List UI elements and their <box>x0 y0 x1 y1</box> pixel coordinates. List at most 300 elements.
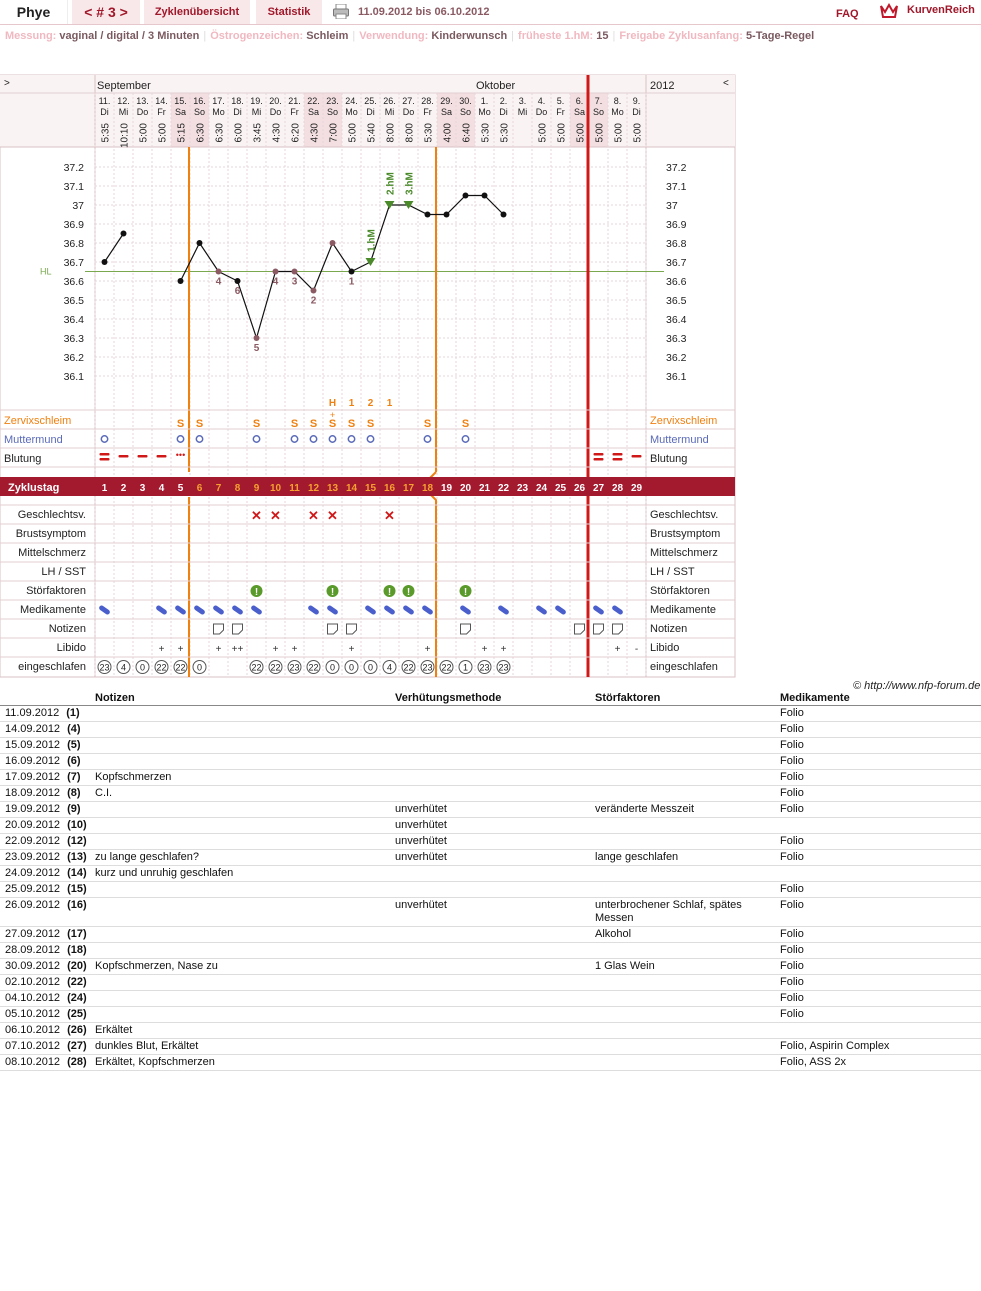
info-value: 15 <box>596 30 609 42</box>
cycle-day-number: 23 <box>516 483 529 494</box>
note-day <box>0 737 95 753</box>
sleep-time: 22 <box>156 662 167 673</box>
note-medication: Folio <box>780 801 981 817</box>
row-label-right: Muttermund <box>650 434 709 446</box>
note-medication: Folio <box>780 974 981 990</box>
cycle-day-number: 19 <box>440 483 453 494</box>
y-tick-label: 37.1 <box>63 181 84 193</box>
table-row <box>0 958 981 974</box>
cycle-day-number: 17 <box>402 483 415 494</box>
note-disturbance <box>595 721 780 737</box>
spotting-mark: ••• <box>175 450 186 460</box>
ordering-number: 5 <box>253 343 260 354</box>
sleep-time: 1 <box>462 662 469 673</box>
brand-link[interactable]: KurvenReich <box>907 4 975 16</box>
note-medication: Folio, Aspirin Complex <box>780 1038 981 1054</box>
note-cycle-day: (20) <box>67 959 87 972</box>
time-label: 7:00 <box>328 123 340 143</box>
note-text <box>95 705 395 721</box>
nav-left: > <box>4 78 10 89</box>
y-tick-label-right: 36.8 <box>666 238 687 250</box>
note-cycle-day: (22) <box>67 975 87 988</box>
table-row <box>0 1038 981 1054</box>
disturbance-icon: ! <box>406 587 411 598</box>
row-label-right: Störfaktoren <box>650 585 710 597</box>
cycle-day-number: 28 <box>611 483 624 494</box>
row-label-left: Blutung <box>4 453 42 465</box>
col-disturbances: Störfaktoren <box>595 692 780 705</box>
note-medication: Folio <box>780 926 981 942</box>
y-tick-label: 36.2 <box>63 352 84 364</box>
note-disturbance <box>595 990 780 1006</box>
note-date: 11.09.2012 <box>5 706 60 719</box>
row-label-left: eingeschlafen <box>18 661 86 673</box>
table-row <box>0 737 981 753</box>
table-row <box>0 817 981 833</box>
y-tick-label-right: 36.5 <box>666 295 687 307</box>
note-day <box>0 705 95 721</box>
weekday-label: Do <box>136 107 149 117</box>
note-disturbance: Alkohol <box>595 926 780 942</box>
note-day <box>0 897 95 926</box>
weekday-label: Di <box>233 107 242 117</box>
note-text: Kopfschmerzen <box>95 769 395 785</box>
note-text <box>95 801 395 817</box>
row-label-right: Notizen <box>650 623 688 635</box>
coverline-label: HL <box>40 266 52 277</box>
weekday-label: So <box>193 107 206 117</box>
weekday-label: Do <box>269 107 282 117</box>
weekday-label: Mi <box>384 107 395 117</box>
note-date: 16.09.2012 <box>5 754 61 767</box>
note-date: 26.09.2012 <box>5 898 61 911</box>
note-cycle-day: (24) <box>67 991 87 1004</box>
cycle-day-number: 14 <box>345 483 358 494</box>
col-notes: Notizen <box>95 692 395 705</box>
note-day <box>0 1006 95 1022</box>
table-row <box>0 705 981 721</box>
note-cycle-day: (8) <box>67 786 81 799</box>
ordering-number: 3 <box>291 276 298 288</box>
ordering-number: 6 <box>234 286 241 297</box>
table-row <box>0 1054 981 1070</box>
y-tick-label-right: 37.1 <box>666 181 687 193</box>
table-row <box>0 753 981 769</box>
libido-mark: + <box>481 644 488 655</box>
time-label: 5:30 <box>480 123 492 143</box>
note-day <box>0 990 95 1006</box>
row-label-left: Muttermund <box>4 434 63 446</box>
bleeding-mark <box>138 455 148 458</box>
note-date: 30.09.2012 <box>5 959 61 972</box>
date-label: 29. <box>440 96 453 106</box>
table-row <box>0 974 981 990</box>
note-cycle-day: (26) <box>67 1023 87 1036</box>
note-day <box>0 721 95 737</box>
date-label: 17. <box>212 96 225 106</box>
weekday-label: Sa <box>573 107 586 117</box>
cycle-day-number: 8 <box>234 483 241 494</box>
libido-mark: + <box>215 644 222 655</box>
note-medication: Folio <box>780 769 981 785</box>
y-tick-label-right: 37 <box>666 200 678 212</box>
info-label: Messung: <box>5 30 57 42</box>
note-disturbance <box>595 1038 780 1054</box>
info-label: Verwendung: <box>359 30 429 42</box>
peak-plus: + <box>329 410 336 420</box>
note-text <box>95 897 395 926</box>
time-label: 5:30 <box>499 123 511 143</box>
note-medication: Folio <box>780 737 981 753</box>
note-medication: Folio <box>780 753 981 769</box>
sleep-time: 22 <box>308 662 319 673</box>
table-row <box>0 926 981 942</box>
note-text: kurz und unruhig geschlafen <box>95 865 395 881</box>
cycle-day-number: 27 <box>592 483 605 494</box>
y-tick-label: 36.9 <box>63 219 84 231</box>
row-label-left: Brustsymptom <box>15 528 86 540</box>
weekday-label: Mo <box>611 107 624 117</box>
weekday-label: Fr <box>157 107 166 117</box>
bleeding-mark <box>613 453 623 456</box>
weekday-label: Do <box>535 107 548 117</box>
y-tick-label: 36.7 <box>63 257 84 269</box>
weekday-label: Di <box>632 107 641 117</box>
cycle-navigation[interactable]: < # 3 > <box>72 0 140 24</box>
date-label: 24. <box>345 96 358 106</box>
date-label: 12. <box>117 96 130 106</box>
note-day <box>0 942 95 958</box>
libido-mark: + <box>177 644 184 655</box>
month-label: September <box>97 80 151 92</box>
note-disturbance <box>595 737 780 753</box>
date-label: 25. <box>364 96 377 106</box>
cervix-mark: S <box>347 418 356 430</box>
note-medication: Folio <box>780 1006 981 1022</box>
sleep-time: 22 <box>175 662 186 673</box>
time-label: 5:40 <box>366 123 378 143</box>
note-medication: Folio <box>780 721 981 737</box>
peak-label: H <box>328 398 337 409</box>
disturbance-icon: ! <box>463 587 468 598</box>
note-disturbance <box>595 817 780 833</box>
note-cycle-day: (7) <box>67 770 81 783</box>
note-disturbance: unterbrochener Schlaf, spätes Messen <box>595 897 780 926</box>
note-day <box>0 926 95 942</box>
note-contraception <box>395 737 595 753</box>
note-medication: Folio, ASS 2x <box>780 1054 981 1070</box>
date-label: 18. <box>231 96 244 106</box>
intercourse-mark: ✕ <box>270 508 281 523</box>
note-contraception: unverhütet <box>395 801 595 817</box>
sleep-time: 0 <box>348 662 355 673</box>
temperature-point <box>197 240 203 246</box>
weekday-label: Mo <box>478 107 491 117</box>
note-day <box>0 785 95 801</box>
date-label: 13. <box>136 96 149 106</box>
time-label: 5:35 <box>100 123 112 143</box>
note-date: 05.10.2012 <box>5 1007 61 1020</box>
sleep-time: 22 <box>270 662 281 673</box>
temperature-point <box>330 240 336 246</box>
libido-mark: + <box>500 644 507 655</box>
sleep-time: 22 <box>403 662 414 673</box>
row-label-left: LH / SST <box>41 566 86 578</box>
peak-label: 1 <box>386 398 393 409</box>
cycle-day-number: 22 <box>497 483 510 494</box>
disturbance-icon: ! <box>387 587 392 598</box>
note-day <box>0 865 95 881</box>
note-day <box>0 753 95 769</box>
weekday-label: So <box>459 107 472 117</box>
row-label-left: Medikamente <box>19 604 86 616</box>
time-label: 5:00 <box>157 123 169 143</box>
y-tick-label-right: 36.4 <box>666 314 687 326</box>
col-medication: Medikamente <box>780 692 981 705</box>
libido-mark: + <box>291 644 298 655</box>
date-label: 1. <box>480 96 489 106</box>
sleep-time: 23 <box>479 662 490 673</box>
note-text: C.I. <box>95 785 395 801</box>
intercourse-mark: ✕ <box>251 508 262 523</box>
note-date: 23.09.2012 <box>5 850 61 863</box>
temperature-point <box>216 269 222 275</box>
note-disturbance <box>595 865 780 881</box>
note-cycle-day: (1) <box>66 706 80 719</box>
table-row <box>0 865 981 881</box>
note-text <box>95 942 395 958</box>
y-tick-label: 36.3 <box>63 333 84 345</box>
temperature-point <box>102 259 108 265</box>
faq-link[interactable]: FAQ <box>836 8 859 20</box>
note-text: Erkältet <box>95 1022 395 1038</box>
y-tick-label-right: 36.1 <box>666 371 687 383</box>
note-cycle-day: (25) <box>67 1007 87 1020</box>
time-label: 5:00 <box>575 123 587 143</box>
separator: | <box>352 30 356 42</box>
note-contraception: unverhütet <box>395 897 595 926</box>
cycle-day-number: 21 <box>478 483 491 494</box>
copyright: © http://www.nfp-forum.de <box>853 680 981 692</box>
ordering-number: 4 <box>272 276 279 288</box>
cycle-day-number: 24 <box>535 483 548 494</box>
note-disturbance <box>595 1022 780 1038</box>
note-date: 18.09.2012 <box>5 786 61 799</box>
tab-cycle-overview[interactable]: Zyklenübersicht <box>144 0 250 24</box>
table-row <box>0 897 981 926</box>
time-label: 5:30 <box>423 123 435 143</box>
weekday-label: So <box>326 107 339 117</box>
note-text <box>95 753 395 769</box>
row-label-right: eingeschlafen <box>650 661 718 673</box>
note-contraception <box>395 721 595 737</box>
note-day <box>0 881 95 897</box>
note-text: dunkles Blut, Erkältet <box>95 1038 395 1054</box>
cycle-day-number: 6 <box>196 483 203 494</box>
peak-label: 1 <box>348 398 355 409</box>
date-label: 11. <box>98 96 111 106</box>
note-cycle-day: (27) <box>67 1039 87 1052</box>
row-label-right: Zervixschleim <box>650 415 718 427</box>
y-tick-label-right: 37.2 <box>666 162 687 174</box>
note-cycle-day: (10) <box>67 818 87 831</box>
temperature-point <box>254 335 260 341</box>
libido-mark: + <box>272 644 279 655</box>
cervix-mark: S <box>252 418 261 430</box>
libido-mark: + <box>424 644 431 655</box>
cycle-day-number: 25 <box>554 483 567 494</box>
note-date: 28.09.2012 <box>5 943 61 956</box>
note-medication: Folio <box>780 785 981 801</box>
date-label: 8. <box>613 96 622 106</box>
date-label: 19. <box>250 96 263 106</box>
row-label-left: Libido <box>56 642 86 654</box>
date-label: 9. <box>632 96 641 106</box>
info-label: Östrogenzeichen: <box>210 30 304 42</box>
sleep-time: 0 <box>196 662 203 673</box>
cycle-day-label: Zyklustag <box>8 482 60 494</box>
note-date: 14.09.2012 <box>5 722 61 735</box>
separator: | <box>203 30 207 42</box>
note-text: Erkältet, Kopfschmerzen <box>95 1054 395 1070</box>
cycle-day-number: 18 <box>421 483 434 494</box>
note-text <box>95 817 395 833</box>
note-text <box>95 974 395 990</box>
time-label: 4:30 <box>309 123 321 143</box>
temperature-point <box>482 193 488 199</box>
weekday-label: Sa <box>440 107 453 117</box>
temperature-point <box>235 278 241 284</box>
cycle-day-number: 29 <box>630 483 643 494</box>
row-label-left: Zervixschleim <box>4 415 72 427</box>
cycle-day-number: 16 <box>383 483 396 494</box>
cycle-day-number: 26 <box>573 483 586 494</box>
separator: | <box>511 30 515 42</box>
cervix-mark: S <box>366 418 375 430</box>
bleeding-mark <box>119 455 129 458</box>
note-day <box>0 817 95 833</box>
hm-label: 1.hM <box>366 229 378 252</box>
time-label: 5:00 <box>632 123 644 143</box>
time-label: 6:20 <box>290 123 302 143</box>
note-day <box>0 849 95 865</box>
note-cycle-day: (28) <box>67 1055 87 1068</box>
info-value: 5-Tage-Regel <box>745 30 815 42</box>
cycle-day-number: 9 <box>253 483 260 494</box>
cycle-day-number: 10 <box>269 483 282 494</box>
disturbance-icon: ! <box>254 587 259 598</box>
y-tick-label: 37.2 <box>63 162 84 174</box>
note-contraception: unverhütet <box>395 833 595 849</box>
year-label: 2012 <box>650 80 675 92</box>
y-tick-label: 36.8 <box>63 238 84 250</box>
cycle-day-number: 15 <box>364 483 377 494</box>
note-cycle-day: (17) <box>67 927 87 940</box>
note-contraception <box>395 958 595 974</box>
time-label: 5:00 <box>556 123 568 143</box>
note-disturbance <box>595 785 780 801</box>
sleep-time: 0 <box>139 662 146 673</box>
note-contraception <box>395 1054 595 1070</box>
temperature-point <box>463 193 469 199</box>
y-tick-label-right: 36.7 <box>666 257 687 269</box>
date-label: 2. <box>499 96 508 106</box>
tab-statistics[interactable]: Statistik <box>256 0 322 24</box>
time-label: 4:30 <box>271 123 283 143</box>
note-disturbance <box>595 1054 780 1070</box>
time-label: 4:00 <box>442 123 454 143</box>
weekday-label: So <box>592 107 605 117</box>
temperature-point <box>501 212 507 218</box>
cycle-day-number: 2 <box>120 483 127 494</box>
y-tick-label: 37 <box>72 200 84 212</box>
time-label: 5:00 <box>613 123 625 143</box>
time-label: 8:00 <box>404 123 416 143</box>
note-disturbance <box>595 833 780 849</box>
note-day <box>0 1022 95 1038</box>
time-label: 10:10 <box>119 123 131 149</box>
sleep-time: 0 <box>367 662 374 673</box>
note-day <box>0 801 95 817</box>
info-value: Schleim <box>306 30 349 42</box>
note-day <box>0 974 95 990</box>
weekday-label: Mo <box>345 107 358 117</box>
note-cycle-day: (15) <box>67 882 87 895</box>
note-text <box>95 990 395 1006</box>
note-disturbance <box>595 942 780 958</box>
time-label: 5:15 <box>176 123 188 143</box>
time-label: 5:00 <box>347 123 359 143</box>
y-tick-label-right: 36.9 <box>666 219 687 231</box>
date-label: 5. <box>556 96 565 106</box>
note-text <box>95 926 395 942</box>
note-cycle-day: (16) <box>67 898 87 911</box>
note-contraception <box>395 926 595 942</box>
note-medication: Folio <box>780 897 981 926</box>
note-disturbance: lange geschlafen <box>595 849 780 865</box>
note-date: 27.09.2012 <box>5 927 61 940</box>
sleep-time: 23 <box>99 662 110 673</box>
notes-table <box>0 692 981 1071</box>
row-label-left: Mittelschmerz <box>18 547 86 559</box>
note-contraception <box>395 942 595 958</box>
cervix-mark: S <box>423 418 432 430</box>
note-medication: Folio <box>780 849 981 865</box>
note-date: 22.09.2012 <box>5 834 61 847</box>
note-cycle-day: (12) <box>67 834 87 847</box>
note-cycle-day: (4) <box>67 722 81 735</box>
temperature-point <box>178 278 184 284</box>
note-disturbance <box>595 705 780 721</box>
note-day <box>0 1054 95 1070</box>
note-contraception <box>395 881 595 897</box>
weekday-label: Fr <box>556 107 565 117</box>
note-date: 24.09.2012 <box>5 866 61 879</box>
cycle-day-number: 20 <box>459 483 472 494</box>
weekday-label: Di <box>100 107 109 117</box>
date-label: 6. <box>575 96 584 106</box>
cycle-day-number: 3 <box>139 483 146 494</box>
table-row <box>0 801 981 817</box>
table-row <box>0 769 981 785</box>
cycle-day-number: 4 <box>158 483 165 494</box>
sleep-time: 23 <box>498 662 509 673</box>
libido-mark: ++ <box>231 644 244 655</box>
note-disturbance <box>595 753 780 769</box>
table-row <box>0 990 981 1006</box>
table-row <box>0 881 981 897</box>
note-day <box>0 769 95 785</box>
